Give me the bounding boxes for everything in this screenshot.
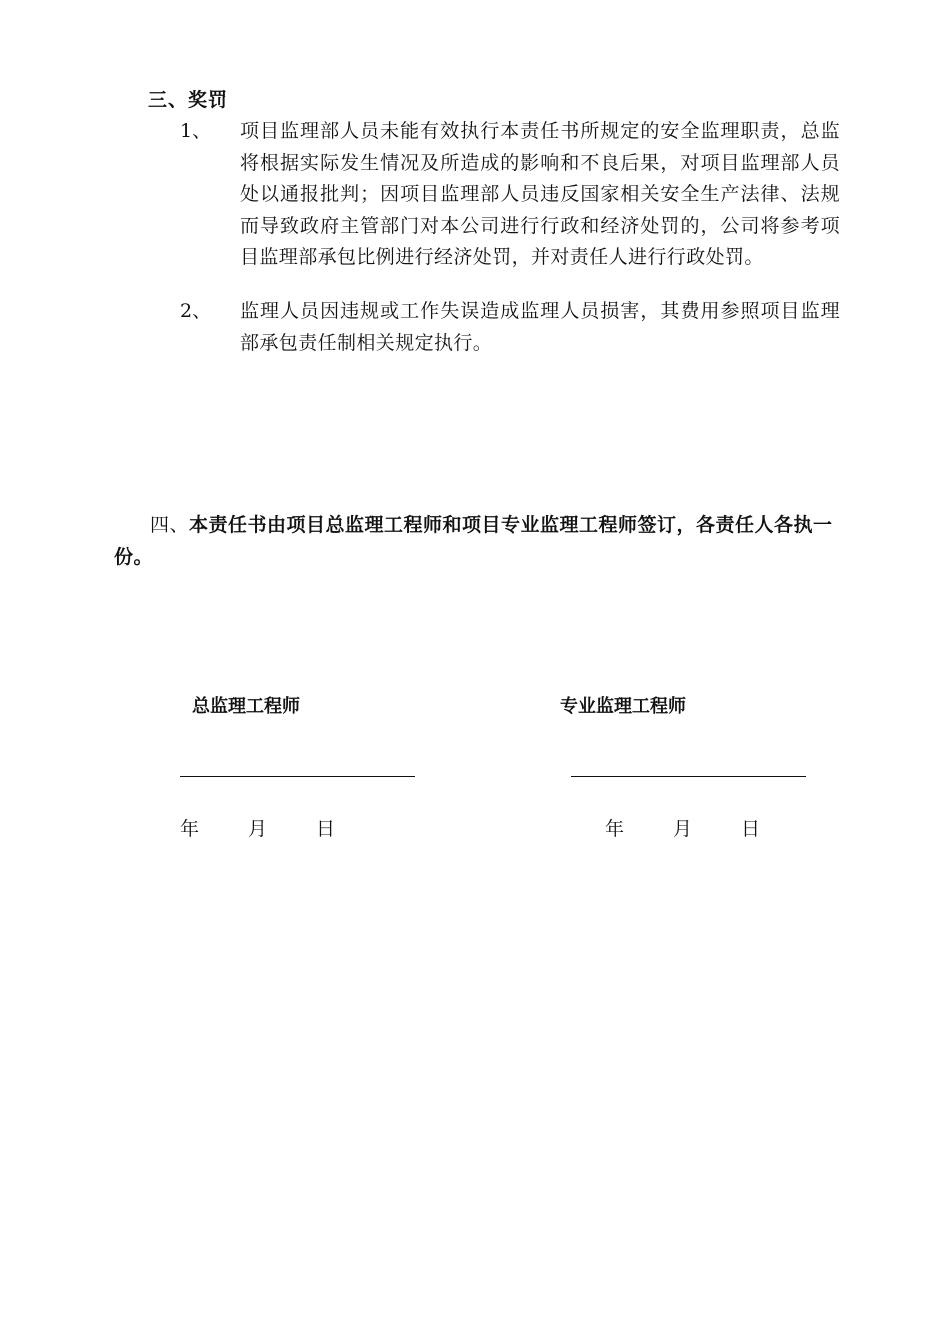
date-year-label: 年 — [605, 818, 625, 840]
penalty-item-2 — [180, 296, 840, 359]
chief-engineer-signature-label: 总监理工程师 — [192, 696, 300, 717]
date-month-label: 月 — [673, 818, 693, 840]
penalty-item-1 — [180, 116, 840, 274]
specialist-engineer-signature-line — [571, 776, 806, 777]
chief-engineer-signature-line — [180, 776, 415, 777]
item-text: 监理人员因违规或工作失误造成监理人员损害，其费用参照项目监理部承包责任制相关规定执行。 — [240, 300, 840, 354]
section-4-text: 本责任书由项目总监理工程师和项目专业监理工程师签订，各责任人各执一份。 — [114, 514, 833, 568]
date-day-label: 日 — [741, 818, 761, 840]
date-month-label: 月 — [248, 818, 268, 840]
section-3-heading: 三、奖罚 — [148, 89, 229, 111]
date-year-label: 年 — [180, 818, 200, 840]
section-4-prefix: 四、 — [150, 514, 190, 536]
section-4-paragraph — [114, 509, 838, 573]
specialist-engineer-signature-label: 专业监理工程师 — [560, 696, 686, 717]
date-day-label: 日 — [316, 818, 336, 840]
item-number: 1、 — [180, 120, 212, 142]
item-text: 项目监理部人员未能有效执行本责任书所规定的安全监理职责，总监将根据实际发生情况及所造成的影响和不良后果，对项目监理部人员处以通报批判；因项目监理部人员违反国家相关安全生产法律、法规而导致政府主管部门对本公司进行行政和经济处罚的，公司将参考项目监理部承包比例进行经济处罚，并对责任人进行行政处罚。 — [240, 120, 840, 268]
item-number: 2、 — [180, 300, 212, 322]
